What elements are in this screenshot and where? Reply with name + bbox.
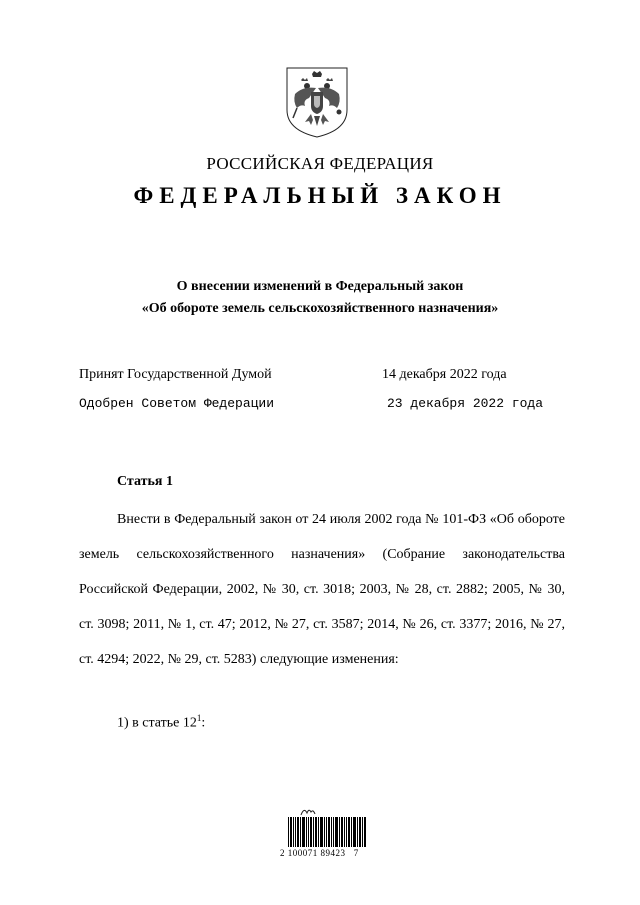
item-superscript: 1 (196, 713, 202, 723)
list-item (117, 713, 205, 732)
law-title-line-2: «Об обороте земель сельскохозяйственного назначения» (141, 301, 499, 316)
signature-mark-icon (300, 806, 316, 816)
barcode-icon (288, 817, 366, 847)
adoption-label: Одобрен Советом Федерации (79, 396, 275, 411)
adoption-row-federation-council (79, 396, 559, 416)
article-paragraph-text: Внести в Федеральный закон от 24 июля 2002 года № 101-ФЗ «Об обороте земель сельскохозяйственного назначения» (Собрание законодательства Российской Федерации, 2002, № 30, ст. 3018; 2003, № 28, ст. 2882; 2005, № 30, ст. 3098; 2011, № 1, ст. 47; 2012, № 27, ст. 3587; 2014, № 26, ст. 3377; 2016, № 27, ст. 4294; 2022, № 29, ст. 5283) следующие изменения: (79, 512, 565, 667)
article-paragraph (79, 502, 565, 677)
adoption-date: 23 декабря 2022 года (387, 396, 544, 411)
barcode-number: 2 100071 89423 7 (280, 848, 359, 858)
country-name: РОССИЙСКАЯ ФЕДЕРАЦИЯ (206, 154, 434, 173)
coat-of-arms-icon (281, 64, 353, 140)
law-title-line-1: О внесении изменений в Федеральный закон (176, 279, 464, 294)
adoption-row-duma (79, 367, 559, 387)
law-type-heading: ФЕДЕРАЛЬНЫЙ ЗАКОН (133, 183, 507, 208)
law-title (0, 276, 640, 320)
adoption-label: Принят Государственной Думой (79, 367, 272, 382)
article-heading: Статья 1 (117, 474, 173, 489)
adoption-date: 14 декабря 2022 года (382, 367, 507, 382)
item-suffix: : (201, 715, 206, 731)
item-text: 1) в статье 12 (117, 715, 197, 731)
